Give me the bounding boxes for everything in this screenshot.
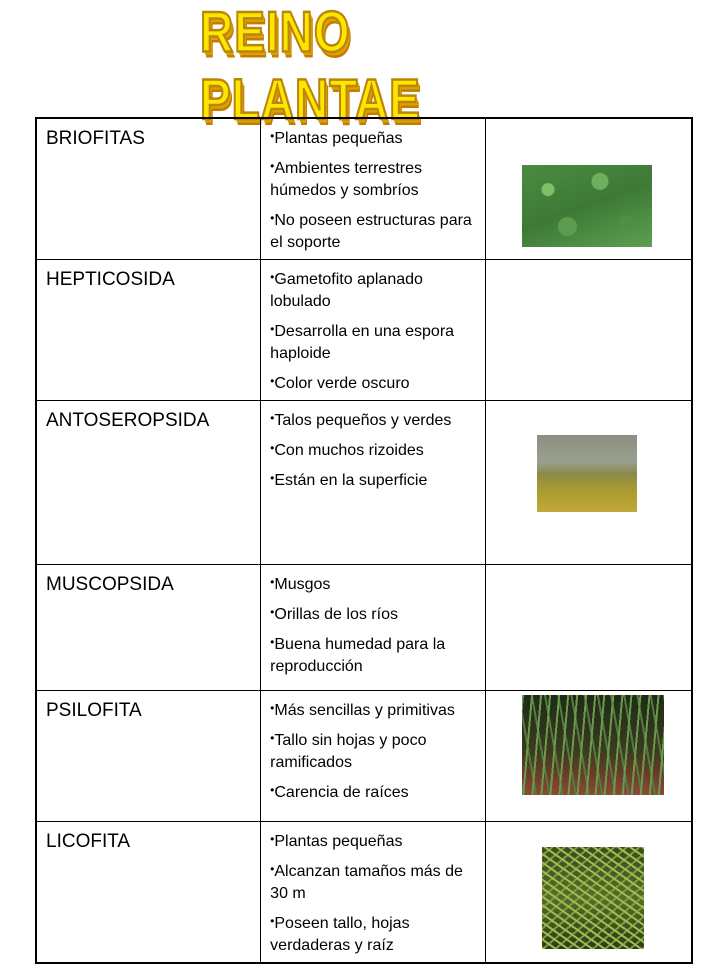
feature-item: • Carencia de raíces xyxy=(270,779,479,804)
group-image-cell xyxy=(486,565,692,691)
feature-item: • Musgos xyxy=(270,571,479,596)
group-name: PSILOFITA xyxy=(36,691,261,822)
page-title: REINO PLANTAE xyxy=(200,0,421,132)
feature-item: • Orillas de los ríos xyxy=(270,601,479,626)
group-image-cell xyxy=(486,401,692,565)
feature-item: • Gametofito aplanado lobulado xyxy=(270,266,479,313)
group-image-cell xyxy=(486,822,692,964)
table-row xyxy=(36,822,692,964)
feature-item: • Plantas pequeñas xyxy=(270,125,479,150)
moss-cushion-photo xyxy=(522,165,652,247)
group-image-cell xyxy=(486,118,692,260)
feature-item: • Con muchos rizoides xyxy=(270,437,479,462)
group-image-cell xyxy=(486,260,692,401)
whisk-fern-stems-photo xyxy=(522,695,664,795)
table-row xyxy=(36,565,692,691)
group-name: ANTOSEROPSIDA xyxy=(36,401,261,565)
feature-item: • Plantas pequeñas xyxy=(270,828,479,853)
feature-item: • Más sencillas y primitivas xyxy=(270,697,479,722)
group-features xyxy=(261,691,486,822)
hornwort-on-rock-photo xyxy=(537,435,637,512)
group-name: BRIOFITAS xyxy=(36,118,261,260)
table-row xyxy=(36,401,692,565)
group-features xyxy=(261,565,486,691)
group-name: MUSCOPSIDA xyxy=(36,565,261,691)
group-name: HEPTICOSIDA xyxy=(36,260,261,401)
plant-kingdom-table xyxy=(35,117,693,964)
table-row xyxy=(36,691,692,822)
feature-item: • Desarrolla en una espora haploide xyxy=(270,318,479,365)
feature-item: • Talos pequeños y verdes xyxy=(270,407,479,432)
group-features xyxy=(261,822,486,964)
fern-fronds-photo xyxy=(542,847,644,949)
feature-item: • Están en la superficie xyxy=(270,467,479,492)
feature-item: • Alcanzan tamaños más de 30 m xyxy=(270,858,479,905)
group-features xyxy=(261,118,486,260)
group-features xyxy=(261,401,486,565)
table-row xyxy=(36,118,692,260)
group-features xyxy=(261,260,486,401)
feature-item: • Poseen tallo, hojas verdaderas y raíz xyxy=(270,910,479,957)
feature-item: • No poseen estructuras para el soporte xyxy=(270,207,479,254)
feature-item: • Buena humedad para la reproducción xyxy=(270,631,479,678)
feature-item: • Ambientes terrestres húmedos y sombríos xyxy=(270,155,479,202)
group-name: LICOFITA xyxy=(36,822,261,964)
group-image-cell xyxy=(486,691,692,822)
feature-item: • Tallo sin hojas y poco ramificados xyxy=(270,727,479,774)
feature-item: • Color verde oscuro xyxy=(270,370,479,395)
table-row xyxy=(36,260,692,401)
